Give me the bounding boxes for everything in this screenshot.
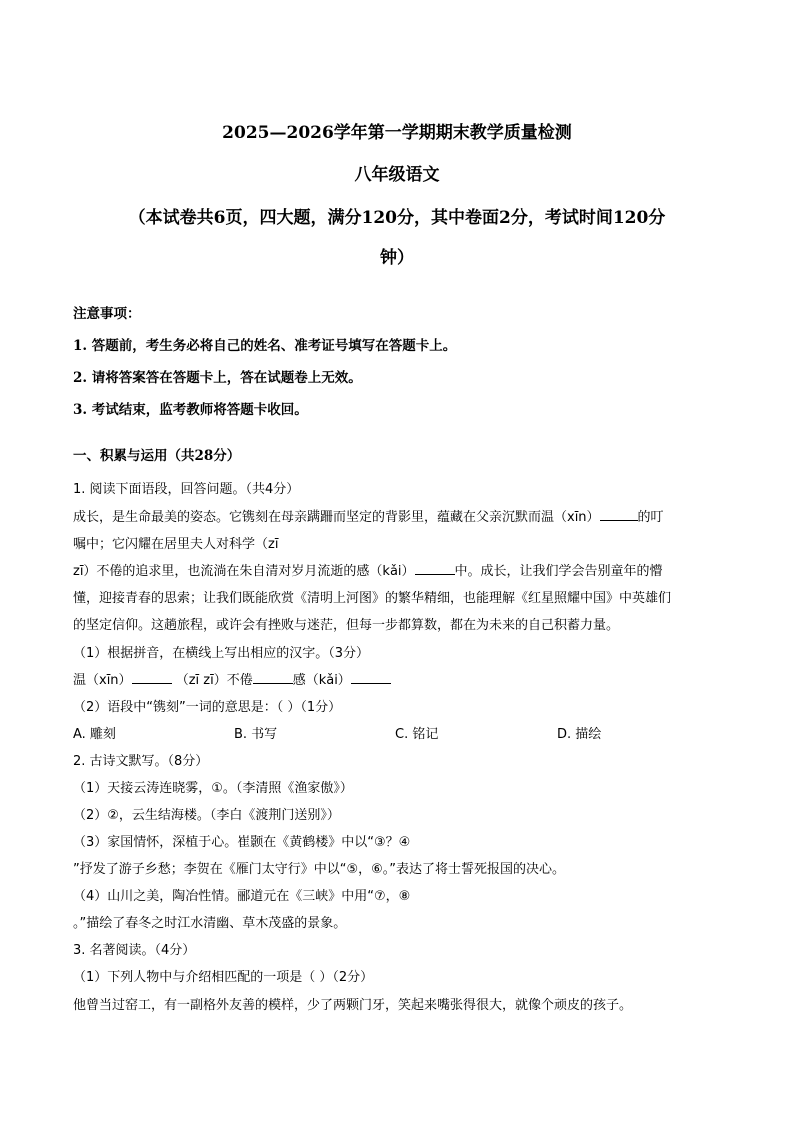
exam-subtitle: 八年级语文 [354, 165, 440, 185]
q1-passage-line1b: 的叮 [637, 510, 664, 525]
section1-heading: 一、积累与运用（共28分） [73, 448, 241, 464]
answer-blank[interactable] [132, 669, 172, 684]
q1-stem: 1. 阅读下面语段，回答问题。（共4分） [73, 482, 300, 497]
q1-passage-line1a: 成长，是生命最美的姿态。它镌刻在母亲蹒跚而坚定的背影里，蕴藏在父亲沉默而温（xīn） [73, 510, 600, 525]
q2-sub2: （2）②，云生结海楼。（李白《渡荆门送别》） [73, 808, 340, 823]
answer-blank[interactable] [351, 669, 391, 684]
q1-passage-line2: 嘱中；它闪耀在居里夫人对科学（zī [73, 537, 279, 552]
q3-sub1: （1）下列人物中与介绍相匹配的一项是（ ）（2分） [73, 970, 374, 985]
q1-sub1-blanks [73, 669, 391, 688]
q3-description: 他曾当过窑工，有一副格外友善的模样，少了两颗门牙，笑起来嘴张得很大，就像个顽皮的孩子。 [73, 998, 633, 1013]
q1-passage-line3b: 中。成长，让我们学会告别童年的懵 [454, 564, 663, 579]
q1-sub2: （2）语段中“镌刻”一词的意思是：（ ）（1分） [73, 700, 342, 715]
q1-sub1-a: 温（xīn） [73, 673, 132, 688]
answer-blank[interactable] [253, 669, 293, 684]
answer-blank[interactable] [600, 506, 638, 521]
q2-sub4b: 。”描绘了春冬之时江水清幽、草木茂盛的景象。 [73, 916, 347, 931]
notice-item-1: 1. 答题前，考生务必将自己的姓名、准考证号填写在答题卡上。 [73, 338, 457, 354]
q1-passage-line4: 懂，迎接青春的思索；让我们既能欣赏《清明上河图》的繁华精细，也能理解《红星照耀中国》中英雄们 [73, 591, 672, 606]
q1-passage-line1 [73, 506, 664, 525]
q2-sub4a: （4）山川之美，陶冶性情。郦道元在《三峡》中用“⑦，⑧ [73, 889, 411, 904]
answer-blank[interactable] [415, 560, 455, 575]
q2-sub1: （1）天接云涛连晓雾，①。（李清照《渔家傲》） [73, 781, 353, 796]
option-a[interactable]: A. 雕刻 [73, 727, 116, 742]
exam-info-line1: （本试卷共6页，四大题，满分120分，其中卷面2分，考试时间120分 [128, 208, 666, 228]
option-c[interactable]: C. 铭记 [395, 727, 439, 742]
q3-stem: 3. 名著阅读。（4分） [73, 943, 196, 958]
notice-item-2: 2. 请将答案答在答题卡上，答在试题卷上无效。 [73, 370, 362, 386]
q1-sub1-c: 感（kǎi） [292, 673, 351, 688]
option-b[interactable]: B. 书写 [234, 727, 278, 742]
q2-sub3a: （3）家国情怀，深植于心。崔颢在《黄鹤楼》中以“③？④ [73, 835, 411, 850]
q1-passage-line3 [73, 560, 663, 579]
q1-passage-line5: 的坚定信仰。这趟旅程，或许会有挫败与迷茫，但每一步都算数，都在为未来的自己积蓄力量。 [73, 618, 620, 633]
q1-passage-line3a: zī）不倦的追求里，也流淌在朱自清对岁月流逝的感（kǎi） [73, 564, 415, 579]
q1-sub1-b: （zī zī）不倦 [175, 673, 253, 688]
q2-stem: 2. 古诗文默写。（8分） [73, 754, 209, 769]
option-d[interactable]: D. 描绘 [557, 727, 602, 742]
q1-sub1: （1）根据拼音，在横线上写出相应的汉字。（3分） [73, 646, 370, 661]
notice-item-3: 3. 考试结束，监考教师将答题卡收回。 [73, 402, 308, 418]
exam-info-line2: 钟） [380, 248, 414, 268]
exam-title: 2025—2026学年第一学期期末教学质量检测 [222, 123, 572, 143]
q2-sub3b: ”抒发了游子乡愁；李贺在《雁门太守行》中以“⑤，⑥。”表达了将士誓死报国的决心。 [73, 862, 566, 877]
notice-heading: 注意事项： [73, 306, 141, 322]
